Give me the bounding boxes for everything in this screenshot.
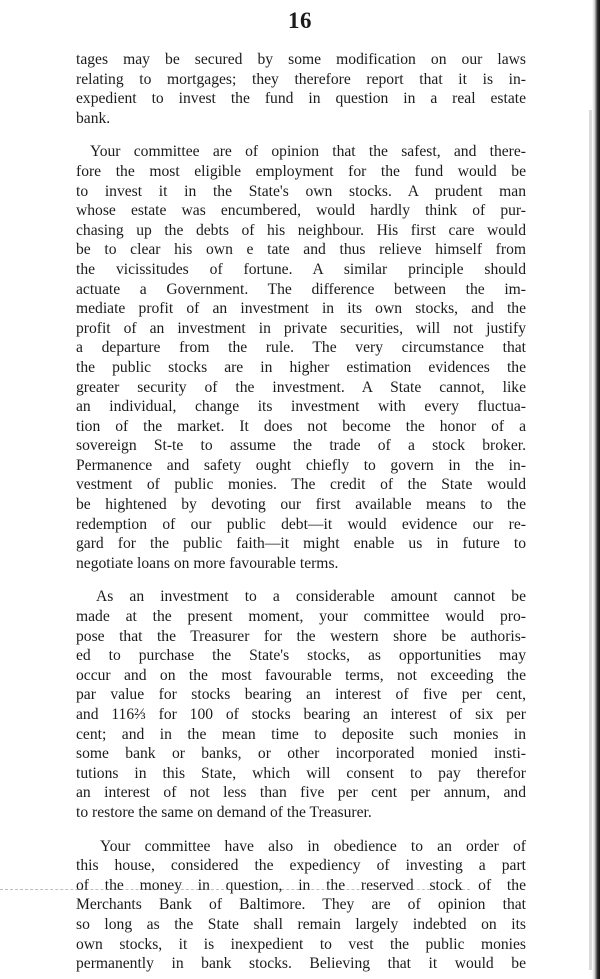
text-line: to restore the same on demand of the Treasurer.	[76, 803, 372, 821]
text-line: gard for the public faith—it might enable us in future to	[76, 535, 526, 553]
text-line: Your committee are of opinion that the safest, and there-	[90, 143, 526, 161]
text-line: so long as the State shall remain largely indebted on its	[76, 915, 526, 933]
text-line: Permanence and safety ought chiefly to govern in the in-	[76, 456, 526, 474]
text-line: an interest of not less than five per cent per annum, and	[76, 784, 526, 802]
text-line: this house, considered the expediency of investing a part	[76, 857, 526, 875]
paragraph-gap	[76, 573, 526, 587]
text-line: profit of an investment in private securities, will not justify	[76, 319, 526, 337]
text-line: and 116⅔ for 100 of stocks bearing an interest of six per	[76, 706, 526, 723]
text-line: tages may be secured by some modification on our laws	[76, 51, 526, 68]
paragraph-gap	[76, 128, 526, 142]
text-line: made at the present moment, your committee would pro-	[76, 608, 526, 626]
text-line: Your committee have also in obedience to an order of	[100, 837, 526, 855]
text-line: a departure from the rule. The very circumstance that	[76, 339, 526, 357]
text-line: the vicissitudes of fortune. A similar principle should	[76, 260, 526, 278]
text-line: greater security of the investment. A State cannot, like	[76, 378, 526, 396]
text-line: vestment of public monies. The credit of the State would	[76, 476, 526, 494]
paragraph-2	[76, 142, 526, 573]
text-line: actuate a Government. The difference between the im-	[76, 280, 526, 298]
text-line: negotiate loans on more favourable terms.	[76, 554, 339, 572]
text-line: expedient to invest the fund in question in a real estate	[76, 90, 526, 108]
text-line: whose estate was encumbered, would hardly think of pur-	[76, 202, 526, 220]
paragraph-3	[76, 587, 526, 822]
text-line: bank.	[76, 109, 111, 127]
text-line: sovereign St-te to assume the trade of a stock broker.	[76, 437, 526, 455]
page-number: 16	[288, 8, 312, 33]
text-line: some bank or banks, or other incorporated monied insti-	[76, 745, 526, 763]
paragraph-4	[76, 837, 526, 974]
body-text	[76, 50, 526, 974]
text-line: tion of the market. It does not become the honor of a	[76, 417, 526, 435]
text-line: mediate profit of an investment in its own stocks, and the	[76, 300, 526, 318]
text-line: own stocks, it is inexpedient to vest the public monies	[76, 935, 526, 953]
text-line: cent; and in the mean time to deposite such monies in	[76, 725, 526, 743]
text-line: par value for stocks bearing an interest of five per cent,	[76, 686, 526, 704]
text-line: of the money in question, in the reserved stock of the	[76, 876, 526, 894]
text-line: relating to mortgages; they therefore report that it is in-	[76, 70, 526, 88]
text-line: the public stocks are in higher estimation evidences the	[76, 358, 526, 376]
text-line: be hightened by devoting our first available means to the	[76, 496, 526, 514]
text-line: tutions in this State, which will consent to pay therefor	[76, 764, 526, 782]
text-line: ed to purchase the State's stocks, as opportunities may	[76, 647, 526, 665]
text-line: an individual, change its investment with every fluctua-	[76, 398, 526, 416]
text-line: occur and on the most favourable terms, not exceeding the	[76, 666, 526, 684]
binding-edge	[592, 0, 600, 979]
paragraph-gap	[76, 823, 526, 837]
text-line: fore the most eligible employment for the fund would be	[76, 162, 526, 180]
text-line: permanently in bank stocks. Believing that it would be	[76, 955, 526, 973]
scan-artifact-line	[0, 889, 470, 892]
text-line: As an investment to a considerable amount cannot be	[96, 588, 526, 606]
text-line: Merchants Bank of Baltimore. They are of opinion that	[76, 896, 526, 914]
text-line: chasing up the debts of his neighbour. His first care would	[76, 221, 526, 239]
text-line: redemption of our public debt—it would evidence our re-	[76, 515, 526, 533]
text-line: be to clear his own e tate and thus relieve himself from	[76, 241, 526, 259]
text-line: pose that the Treasurer for the western shore be authoris-	[76, 627, 526, 645]
text-line: to invest it in the State's own stocks. A prudent man	[76, 182, 526, 200]
paragraph-1	[76, 50, 526, 128]
